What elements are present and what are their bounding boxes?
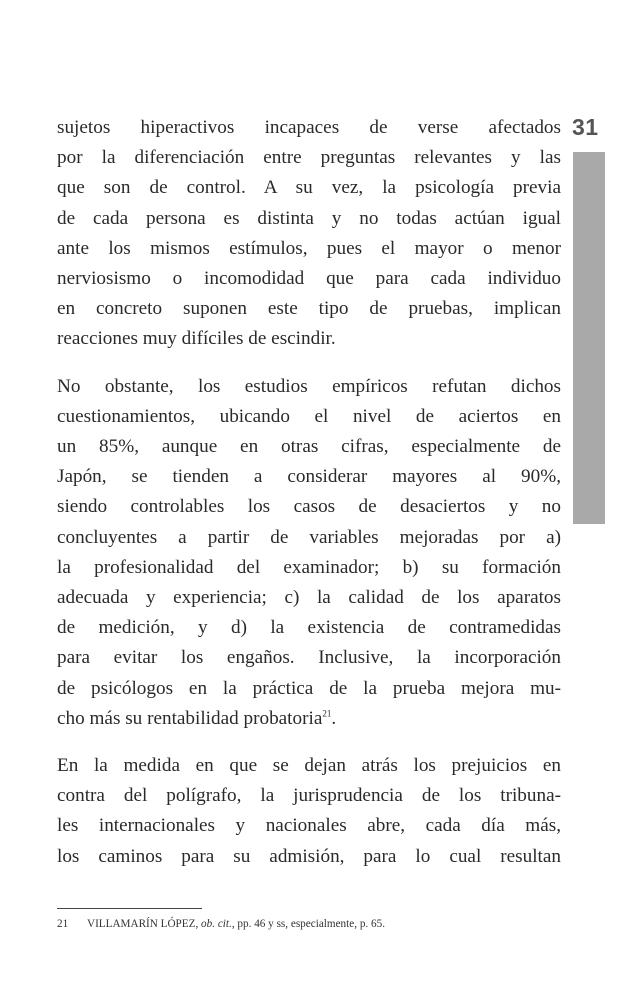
- text-line: No obstante, los estudios empíricos refutan dichos: [57, 375, 561, 397]
- text-line: un 85%, aunque en otras cifras, especialmente de: [57, 436, 561, 458]
- text-line: nerviosismo o incomodidad que para cada individuo: [57, 268, 561, 290]
- paragraph-3: [57, 751, 561, 872]
- text-line: ante los mismos estímulos, pues el mayor o menor: [57, 237, 561, 259]
- text-line: adecuada y experiencia; c) la calidad de los aparatos: [57, 587, 561, 609]
- text-line: los caminos para su admisión, para lo cual resultan: [57, 845, 561, 867]
- footnote-author: VILLAMARÍN LÓPEZ,: [87, 918, 202, 930]
- footnote-divider: [57, 908, 202, 909]
- text-line: siendo controlables los casos de desaciertos y no: [57, 496, 561, 518]
- text-line: que son de control. A su vez, la psicología previa: [57, 177, 561, 199]
- text-line: En la medida en que se dejan atrás los prejuicios en: [57, 755, 561, 777]
- text-line: reacciones muy difíciles de escindir.: [57, 328, 336, 350]
- footnote-work: ob. cit.: [201, 918, 232, 930]
- footnote: [57, 918, 385, 930]
- text-line: por la diferenciación entre preguntas relevantes y las: [57, 147, 561, 169]
- footnote-pages: , pp. 46 y ss, especialmente, p. 65.: [231, 918, 385, 930]
- text-line: en concreto suponen este tipo de pruebas, implican: [57, 298, 561, 320]
- page-tab-bar: [573, 152, 605, 524]
- sentence-end: .: [331, 707, 337, 729]
- paragraph-2: [57, 372, 561, 734]
- text-line: de cada persona es distinta y no todas actúan igual: [57, 207, 561, 229]
- text-line: sujetos hiperactivos incapaces de verse afectados: [57, 117, 561, 138]
- page-number: 31: [572, 114, 599, 140]
- text-line: contra del polígrafo, la jurisprudencia de los tribuna-: [57, 785, 561, 807]
- text-line: cuestionamientos, ubicando el nivel de aciertos en: [57, 405, 561, 427]
- text-line: la profesionalidad del examinador; b) su formación: [57, 556, 561, 578]
- text-line: concluyentes a partir de variables mejoradas por a): [57, 526, 561, 548]
- text-line: para evitar los engaños. Inclusive, la incorporación: [57, 647, 561, 669]
- footnote-reference[interactable]: 21: [322, 708, 332, 719]
- footnote-number: 21: [57, 918, 69, 930]
- paragraph-1: [57, 113, 561, 355]
- text-line: cho más su rentabilidad probatoria: [57, 707, 323, 729]
- text-line-with-footnote: [57, 704, 561, 734]
- text-line: de psicólogos en la práctica de la prueba mejora mu-: [57, 677, 561, 699]
- text-line: Japón, se tienden a considerar mayores al 90%,: [57, 466, 561, 488]
- body-text: [57, 113, 561, 872]
- text-line: de medición, y d) la existencia de contramedidas: [57, 617, 561, 639]
- text-line: les internacionales y nacionales abre, cada día más,: [57, 815, 561, 837]
